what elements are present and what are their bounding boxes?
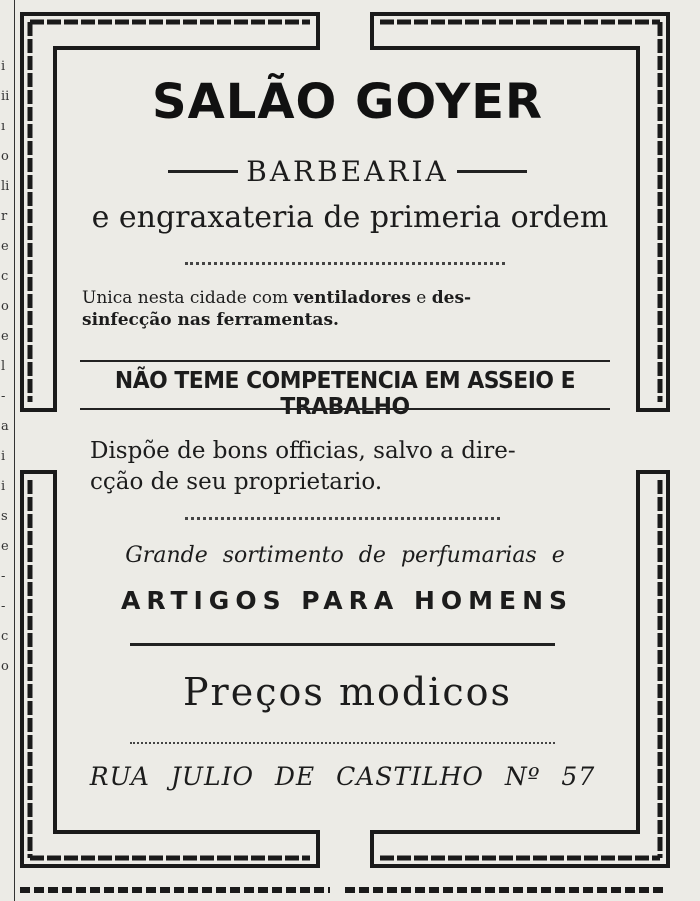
adjacent-column-fragment: - (1, 569, 6, 584)
adjacent-column-fragment: l (1, 359, 6, 374)
dotted-divider-3 (130, 742, 555, 744)
subtitle-row (70, 155, 625, 188)
adjacent-column-fragment: ii (1, 89, 10, 104)
para2-line2: cção de seu proprietario. (90, 469, 383, 495)
adjacent-column-fragment: i (1, 479, 6, 494)
adjacent-column-fragment: e (1, 239, 9, 254)
ventilation-paragraph (82, 287, 612, 331)
adjacent-column-fragment: r (1, 209, 8, 224)
left-dash (168, 170, 238, 173)
dotted-divider (185, 262, 505, 265)
adjacent-column-fragment: e (1, 329, 9, 344)
para2-line1: Dispõe de bons officias, salvo a dire- (90, 438, 516, 464)
staff-paragraph (90, 436, 610, 498)
tagline: e engraxateria de primeria ordem (91, 200, 609, 235)
salon-title: SALÃO GOYER (152, 74, 543, 130)
para1-text: Unica nesta cidade com (82, 288, 294, 308)
para1-bold-des: des- (431, 288, 472, 308)
adjacent-column-fragment: c (1, 269, 9, 284)
competition-banner: NÃO TEME COMPETENCIA EM ASSEIO E TRABALHO (114, 368, 576, 420)
adjacent-column-fragment: li (1, 179, 10, 194)
adjacent-column-fragment: i (1, 59, 6, 74)
banner-bottom-rule (80, 408, 610, 410)
adjacent-column-fragment: ı (1, 119, 6, 134)
adjacent-column-fragment: o (1, 659, 9, 674)
banner-top-rule (80, 360, 610, 362)
adjacent-column-fragment: a (1, 419, 9, 434)
mens-articles-heading: ARTIGOS PARA HOMENS (120, 586, 574, 615)
subtitle: BARBEARIA (246, 155, 449, 188)
para1-text-mid: e (410, 288, 432, 308)
dotted-divider-2 (185, 517, 500, 520)
adjacent-column-fragment: i (1, 449, 6, 464)
para1-bold-sinfeccao: sinfecção nas ferramentas. (82, 310, 339, 330)
adjacent-column-fragment: s (1, 509, 8, 524)
address: RUA JULIO DE CASTILHO Nº 57 (89, 762, 596, 791)
prices-heading: Preços modicos (182, 670, 512, 714)
adjacent-column-fragment: c (1, 629, 9, 644)
adjacent-column-fragment: o (1, 149, 9, 164)
right-dash (457, 170, 527, 173)
adjacent-column-fragment: o (1, 299, 9, 314)
para1-bold-ventiladores: ventiladores (293, 288, 411, 308)
adjacent-column-fragment: e (1, 539, 9, 554)
adjacent-column-fragment: - (1, 599, 6, 614)
adjacent-column-fragment: - (1, 389, 6, 404)
prices-rule (130, 643, 555, 646)
assortment-line: Grande sortimento de perfumarias e (125, 543, 565, 568)
